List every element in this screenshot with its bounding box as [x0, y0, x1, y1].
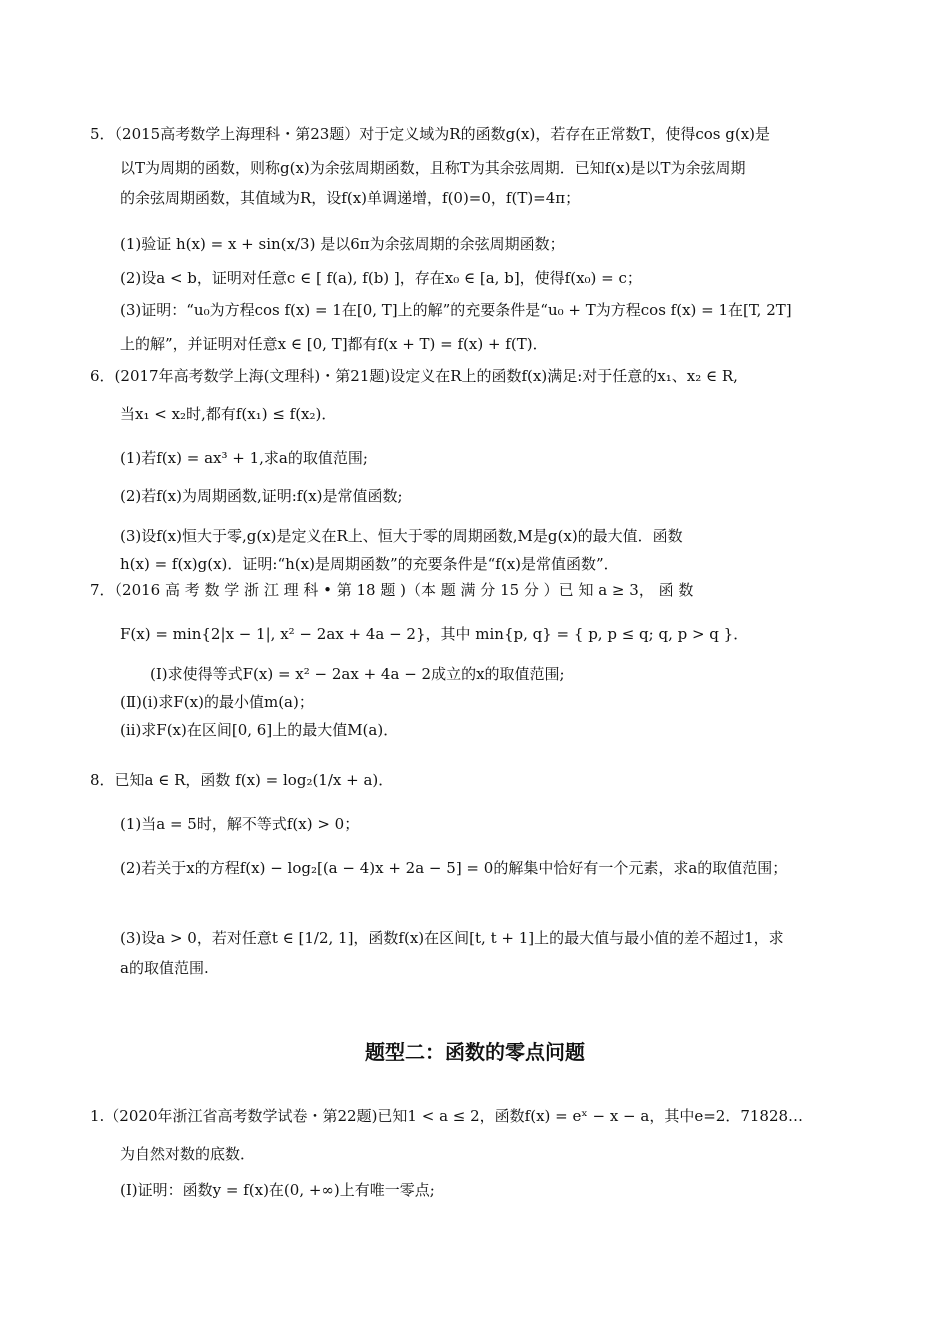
p5-sub1: (1)验证 h(x) = x + sin(x/3) 是以6π为余弦周期的余弦周期函数； — [120, 235, 565, 253]
q1-line1: 1.（2020年浙江省高考数学试卷・第22题)已知1 < a ≤ 2，函数f(x) = eˣ − x − a，其中e=2．71828… — [90, 1107, 804, 1125]
p6-sub3: (3)设f(x)恒大于零,g(x)是定义在R上、恒大于零的周期函数,M是g(x)的最大值．函数 — [120, 527, 683, 545]
p6-sub1: (1)若f(x) = ax³ + 1,求a的取值范围; — [120, 449, 368, 467]
p5-line1: 5．（2015高考数学上海理科・第23题）对于定义域为R的函数g(x)，若存在正常数T，使得cos g(x)是 — [90, 125, 771, 143]
p6-line2: 当x₁ < x₂时,都有f(x₁) ≤ f(x₂)． — [120, 405, 337, 423]
q1-line2: 为自然对数的底数． — [120, 1145, 256, 1163]
p7-line2: F(x) = min{2|x − 1|, x² − 2ax + 4a − 2}，其中 min{p, q} = { p, p ≤ q; q, p > q }． — [120, 625, 749, 643]
p6-line1: 6．(2017年高考数学上海(文理科)・第21题)设定义在R上的函数f(x)满足:对于任意的x₁、x₂ ∈ R, — [90, 367, 738, 385]
p8-sub3: (3)设a > 0，若对任意t ∈ [1/2, 1]，函数f(x)在区间[t, t + 1]上的最大值与最小值的差不超过1，求 — [120, 929, 784, 947]
p5-sub2: (2)设a < b，证明对任意c ∈ [ f(a), f(b) ]，存在x₀ ∈ [a, b]，使得f(x₀) = c； — [120, 269, 642, 287]
p5-sub3: (3)证明：“u₀为方程cos f(x) = 1在[0, T]上的解”的充要条件是“u₀ + T为方程cos f(x) = 1在[T, 2T] — [120, 301, 792, 319]
p8-line1: 8．已知a ∈ R，函数 f(x) = log₂(1/x + a)． — [90, 771, 394, 789]
p5-sub3-cont: 上的解”，并证明对任意x ∈ [0, T]都有f(x + T) = f(x) + f(T)． — [120, 335, 548, 353]
p7-sub2: (Ⅱ)(ⅰ)求F(x)的最小值m(a)； — [120, 693, 314, 711]
p8-sub1: (1)当a = 5时，解不等式f(x) > 0； — [120, 815, 360, 833]
p6-sub2: (2)若f(x)为周期函数,证明:f(x)是常值函数; — [120, 487, 403, 505]
p7-sub1: (Ⅰ)求使得等式F(x) = x² − 2ax + 4a − 2成立的x的取值范围; — [150, 665, 565, 683]
section-title: 题型二：函数的零点问题 — [365, 1040, 585, 1064]
p5-line3: 的余弦周期函数，其值域为R，设f(x)单调递增，f(0)=0，f(T)=4π； — [120, 189, 581, 207]
p7-line1: 7．（2016 高 考 数 学 浙 江 理 科 • 第 18 题 )（本 题 满 分 15 分 ）已 知 a ≥ 3， 函 数 — [90, 581, 694, 599]
p8-sub2: (2)若关于x的方程f(x) − log₂[(a − 4)x + 2a − 5] = 0的解集中恰好有一个元素，求a的取值范围； — [120, 859, 788, 877]
p5-line2: 以T为周期的函数，则称g(x)为余弦周期函数，且称T为其余弦周期．已知f(x)是以T为余弦周期 — [120, 159, 746, 177]
p6-sub3-cont: h(x) = f(x)g(x)．证明:“h(x)是周期函数”的充要条件是“f(x)是常值函数”． — [120, 555, 619, 573]
p8-sub3-cont: a的取值范围. — [120, 959, 209, 977]
q1-sub1: (Ⅰ)证明：函数y = f(x)在(0, +∞)上有唯一零点; — [120, 1181, 435, 1199]
p7-sub3: (ⅱ)求F(x)在区间[0, 6]上的最大值M(a)． — [120, 721, 399, 739]
